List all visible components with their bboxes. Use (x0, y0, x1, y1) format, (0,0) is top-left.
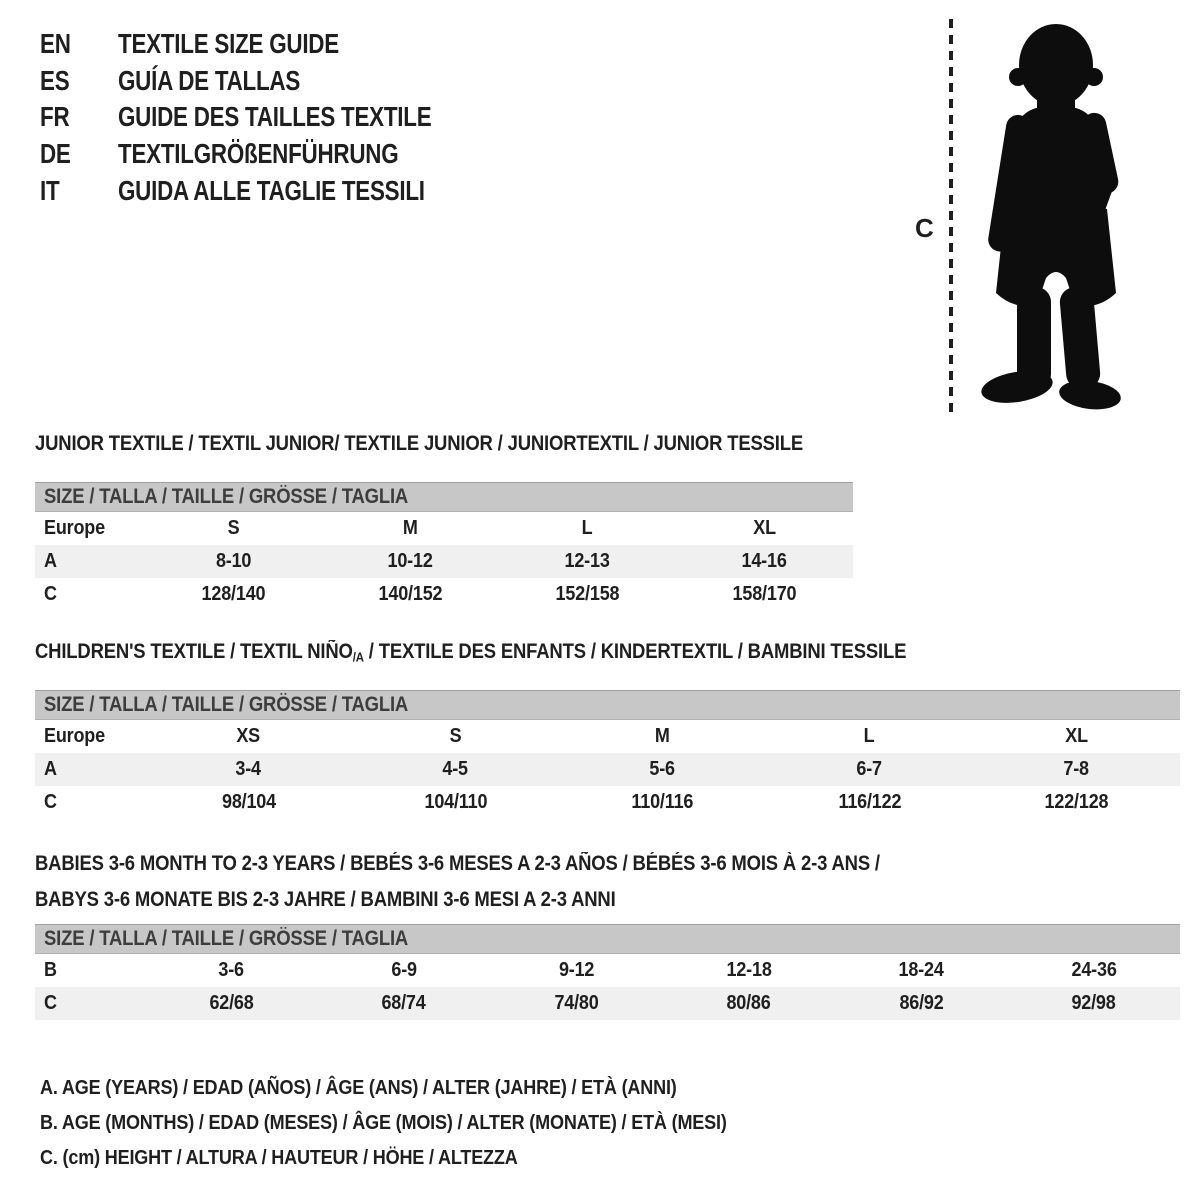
children-row-age (35, 753, 1180, 786)
table-cell: 12-18 (726, 959, 772, 981)
lang-title: GUIDE DES TAILLES TEXTILE (118, 101, 432, 133)
region-label: Europe (44, 725, 105, 747)
lang-code: EN (40, 28, 71, 60)
table-cell: 10-12 (387, 550, 434, 572)
babies-row-height (35, 987, 1180, 1020)
lang-row-fr (40, 99, 510, 136)
table-cell: 74/80 (554, 992, 599, 1014)
row-label: C (44, 992, 57, 1014)
table-cell: 18-24 (898, 959, 944, 981)
column-header: M (655, 725, 670, 747)
measurement-legend (40, 1070, 820, 1175)
lang-title: TEXTILE SIZE GUIDE (118, 28, 339, 60)
junior-size-header-bar: SIZE / TALLA / TAILLE / GRÖSSE / TAGLIA (35, 482, 853, 512)
column-header: XS (236, 725, 261, 747)
children-size-header-bar: SIZE / TALLA / TAILLE / GRÖSSE / TAGLIA (35, 690, 1180, 720)
legend-line-b: B. AGE (MONTHS) / EDAD (MESES) / ÂGE (MOIS) / ALTER (MONATE) / ETÀ (MESI) (40, 1111, 727, 1134)
table-cell: 92/98 (1071, 992, 1116, 1014)
table-cell: 8-10 (215, 550, 252, 572)
column-header: XL (1065, 725, 1088, 747)
lang-code: ES (40, 64, 70, 96)
junior-textile-section (35, 432, 853, 611)
lang-code: FR (40, 101, 70, 133)
table-cell: 140/152 (378, 583, 443, 605)
height-measure-figure (905, 15, 1165, 425)
junior-row-height (35, 578, 853, 611)
table-cell: 5-6 (649, 758, 676, 780)
babies-section-title-line1: BABIES 3-6 MONTH TO 2-3 YEARS / BEBÉS 3-6 MESES A 2-3 AÑOS / BÉBÉS 3-6 MOIS À 2-3 ANS / (35, 852, 880, 875)
table-cell: 104/110 (424, 791, 487, 813)
lang-row-de (40, 136, 510, 173)
lang-row-es (40, 63, 510, 100)
table-cell: 116/122 (838, 791, 901, 813)
measure-c-label: C (915, 213, 934, 243)
children-textile-section (35, 640, 1180, 819)
junior-columns-row (35, 512, 853, 545)
table-cell: 68/74 (381, 992, 426, 1014)
table-cell: 158/170 (732, 583, 797, 605)
babies-section-title-line2: BABYS 3-6 MONATE BIS 2-3 JAHRE / BAMBINI 3-6 MESI A 2-3 ANNI (35, 888, 616, 911)
children-section-title: CHILDREN'S TEXTILE / TEXTIL NIÑO/A / TEXTILE DES ENFANTS / KINDERTEXTIL / BAMBINI TESSILE (35, 640, 907, 665)
language-title-list (40, 26, 510, 209)
legend-line-c: C. (cm) HEIGHT / ALTURA / HAUTEUR / HÖHE / ALTEZZA (40, 1146, 518, 1169)
table-cell: 62/68 (209, 992, 254, 1014)
table-cell: 4-5 (442, 758, 469, 780)
table-cell: 3-4 (235, 758, 262, 780)
table-cell: 98/104 (221, 791, 276, 813)
column-header: L (582, 517, 593, 539)
table-cell: 12-13 (564, 550, 611, 572)
row-label: C (44, 791, 57, 813)
junior-row-age (35, 545, 853, 578)
table-cell: 7-8 (1063, 758, 1090, 780)
column-header: XL (753, 517, 776, 539)
column-header: S (449, 725, 462, 747)
table-cell: 80/86 (726, 992, 771, 1014)
region-label: Europe (44, 517, 105, 539)
children-row-height (35, 786, 1180, 819)
table-cell: 3-6 (218, 959, 244, 981)
height-dashed-line (949, 19, 953, 417)
table-cell: 86/92 (899, 992, 944, 1014)
table-cell: 152/158 (555, 583, 620, 605)
babies-size-header-bar: SIZE / TALLA / TAILLE / GRÖSSE / TAGLIA (35, 924, 1180, 954)
table-cell: 110/116 (631, 791, 694, 813)
children-columns-row (35, 720, 1180, 753)
row-label: C (44, 583, 57, 605)
column-header: M (403, 517, 418, 539)
row-label: A (44, 758, 57, 780)
legend-line-a: A. AGE (YEARS) / EDAD (AÑOS) / ÂGE (ANS) / ALTER (JAHRE) / ETÀ (ANNI) (40, 1076, 677, 1099)
table-cell: 6-9 (391, 959, 417, 981)
lang-row-it (40, 172, 510, 209)
column-header: S (227, 517, 240, 539)
lang-code: DE (40, 138, 71, 170)
babies-textile-section (35, 846, 1180, 1020)
table-cell: 24-36 (1071, 959, 1117, 981)
table-cell: 9-12 (558, 959, 594, 981)
lang-code: IT (40, 174, 60, 206)
junior-section-title: JUNIOR TEXTILE / TEXTIL JUNIOR/ TEXTILE JUNIOR / JUNIORTEXTIL / JUNIOR TESSILE (35, 432, 804, 455)
lang-title: GUÍA DE TALLAS (118, 64, 301, 96)
row-label: B (44, 959, 57, 981)
babies-row-age-months (35, 954, 1180, 987)
lang-row-en (40, 26, 510, 63)
column-header: L (864, 725, 875, 747)
table-cell: 128/140 (201, 583, 266, 605)
table-cell: 122/128 (1044, 791, 1109, 813)
table-cell: 14-16 (741, 550, 788, 572)
row-label: A (44, 550, 57, 572)
lang-title: TEXTILGRÖßENFÜHRUNG (118, 138, 399, 170)
lang-title: GUIDA ALLE TAGLIE TESSILI (118, 174, 425, 206)
table-cell: 6-7 (856, 758, 883, 780)
toddler-silhouette-icon (969, 17, 1139, 417)
